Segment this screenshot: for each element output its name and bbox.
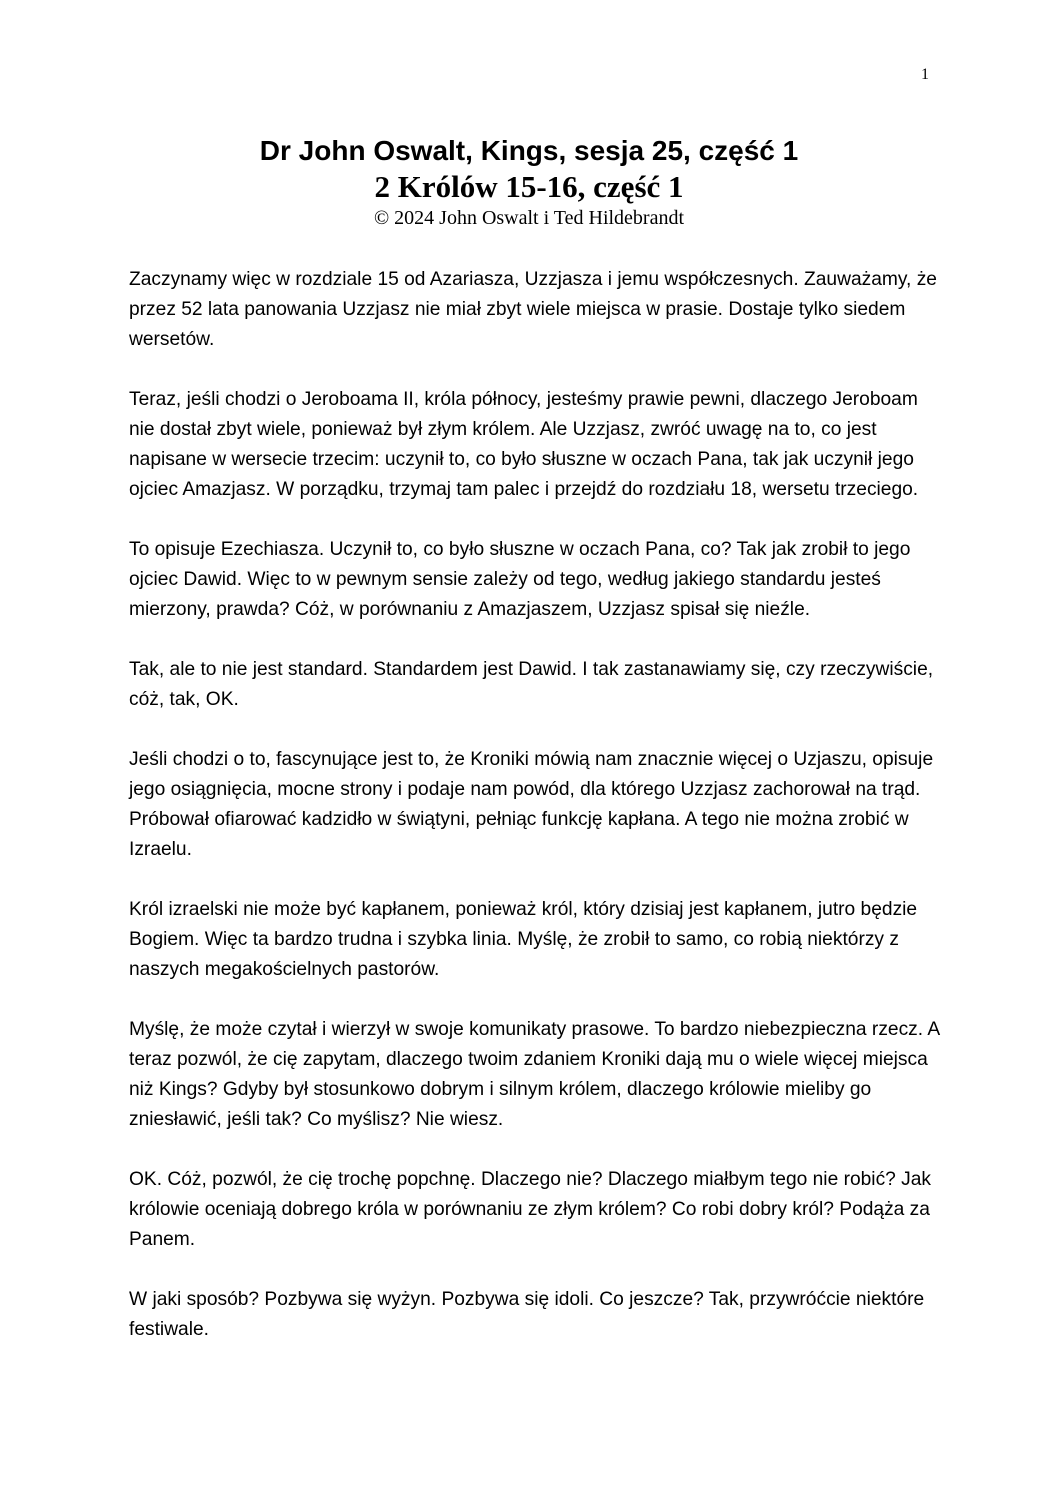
paragraph: Król izraelski nie może być kapłanem, ponieważ król, który dzisiaj jest kapłanem, jutro będzie Bogiem. Więc ta bardzo trudna i szybka linia. Myślę, że zrobił to samo, co robią niektórzy z naszych megakościelnych pastorów. xyxy=(129,899,918,980)
paragraph: W jaki sposób? Pozbywa się wyżyn. Pozbywa się idoli. Co jeszcze? Tak, przywróćcie niektóre festiwale. xyxy=(129,1289,925,1340)
paragraph: Tak, ale to nie jest standard. Standardem jest Dawid. I tak zastanawiamy się, czy rzeczywiście, cóż, tak, OK. xyxy=(129,659,934,710)
title-block xyxy=(0,134,1058,230)
paragraph: Teraz, jeśli chodzi o Jeroboama II, króla północy, jesteśmy prawie pewni, dlaczego Jeroboam nie dostał zbyt wiele, ponieważ był złym królem. Ale Uzzjasz, zwróć uwagę na to, co jest napisane w wersecie trzecim: uczynił to, co było słuszne w oczach Pana, tak jak uczynił jego ojciec Amazjasz. W porządku, trzymaj tam palec i przejdź do rozdziału 18, wersetu trzeciego. xyxy=(129,389,919,500)
paragraph: To opisuje Ezechiasza. Uczynił to, co było słuszne w oczach Pana, co? Tak jak zrobił to jego ojciec Dawid. Więc to w pewnym sensie zależy od tego, według jakiego standardu jesteś mierzony, prawda? Cóż, w porównaniu z Amazjaszem, Uzzjasz spisał się nieźle. xyxy=(129,539,911,620)
body-text xyxy=(129,265,941,1375)
paragraph: Jeśli chodzi o to, fascynujące jest to, że Kroniki mówią nam znacznie więcej o Uzjaszu, opisuje jego osiągnięcia, mocne strony i podaje nam powód, dla którego Uzzjasz zachorował na trąd. Próbował ofiarować kadzidło w świątyni, pełniąc funkcję kapłana. A tego nie można zrobić w Izraelu. xyxy=(129,749,934,860)
paragraph: OK. Cóż, pozwól, że cię trochę popchnę. Dlaczego nie? Dlaczego miałbym tego nie robić? Jak królowie oceniają dobrego króla w porównaniu ze złym królem? Co robi dobry król? Podąża za Panem. xyxy=(129,1169,932,1250)
document-title: Dr John Oswalt, Kings, sesja 25, część 1 xyxy=(259,135,799,166)
paragraph: Myślę, że może czytał i wierzył w swoje komunikaty prasowe. To bardzo niebezpieczna rzecz. A teraz pozwól, że cię zapytam, dlaczego twoim zdaniem Kroniki dają mu o wiele więcej miejsca niż Kings? Gdyby był stosunkowo dobrym i silnym królem, dlaczego królowie mieliby go zniesławić, jeśli tak? Co myślisz? Nie wiesz. xyxy=(129,1019,940,1130)
document-subtitle: 2 Królów 15-16, część 1 xyxy=(374,169,684,204)
page-number: 1 xyxy=(921,66,929,83)
paragraph: Zaczynamy więc w rozdziale 15 od Azariasza, Uzzjasza i jemu współczesnych. Zauważamy, że przez 52 lata panowania Uzzjasz nie miał zbyt wiele miejsca w prasie. Dostaje tylko siedem wersetów. xyxy=(129,269,937,350)
copyright-line: © 2024 John Oswalt i Ted Hildebrandt xyxy=(373,207,685,229)
